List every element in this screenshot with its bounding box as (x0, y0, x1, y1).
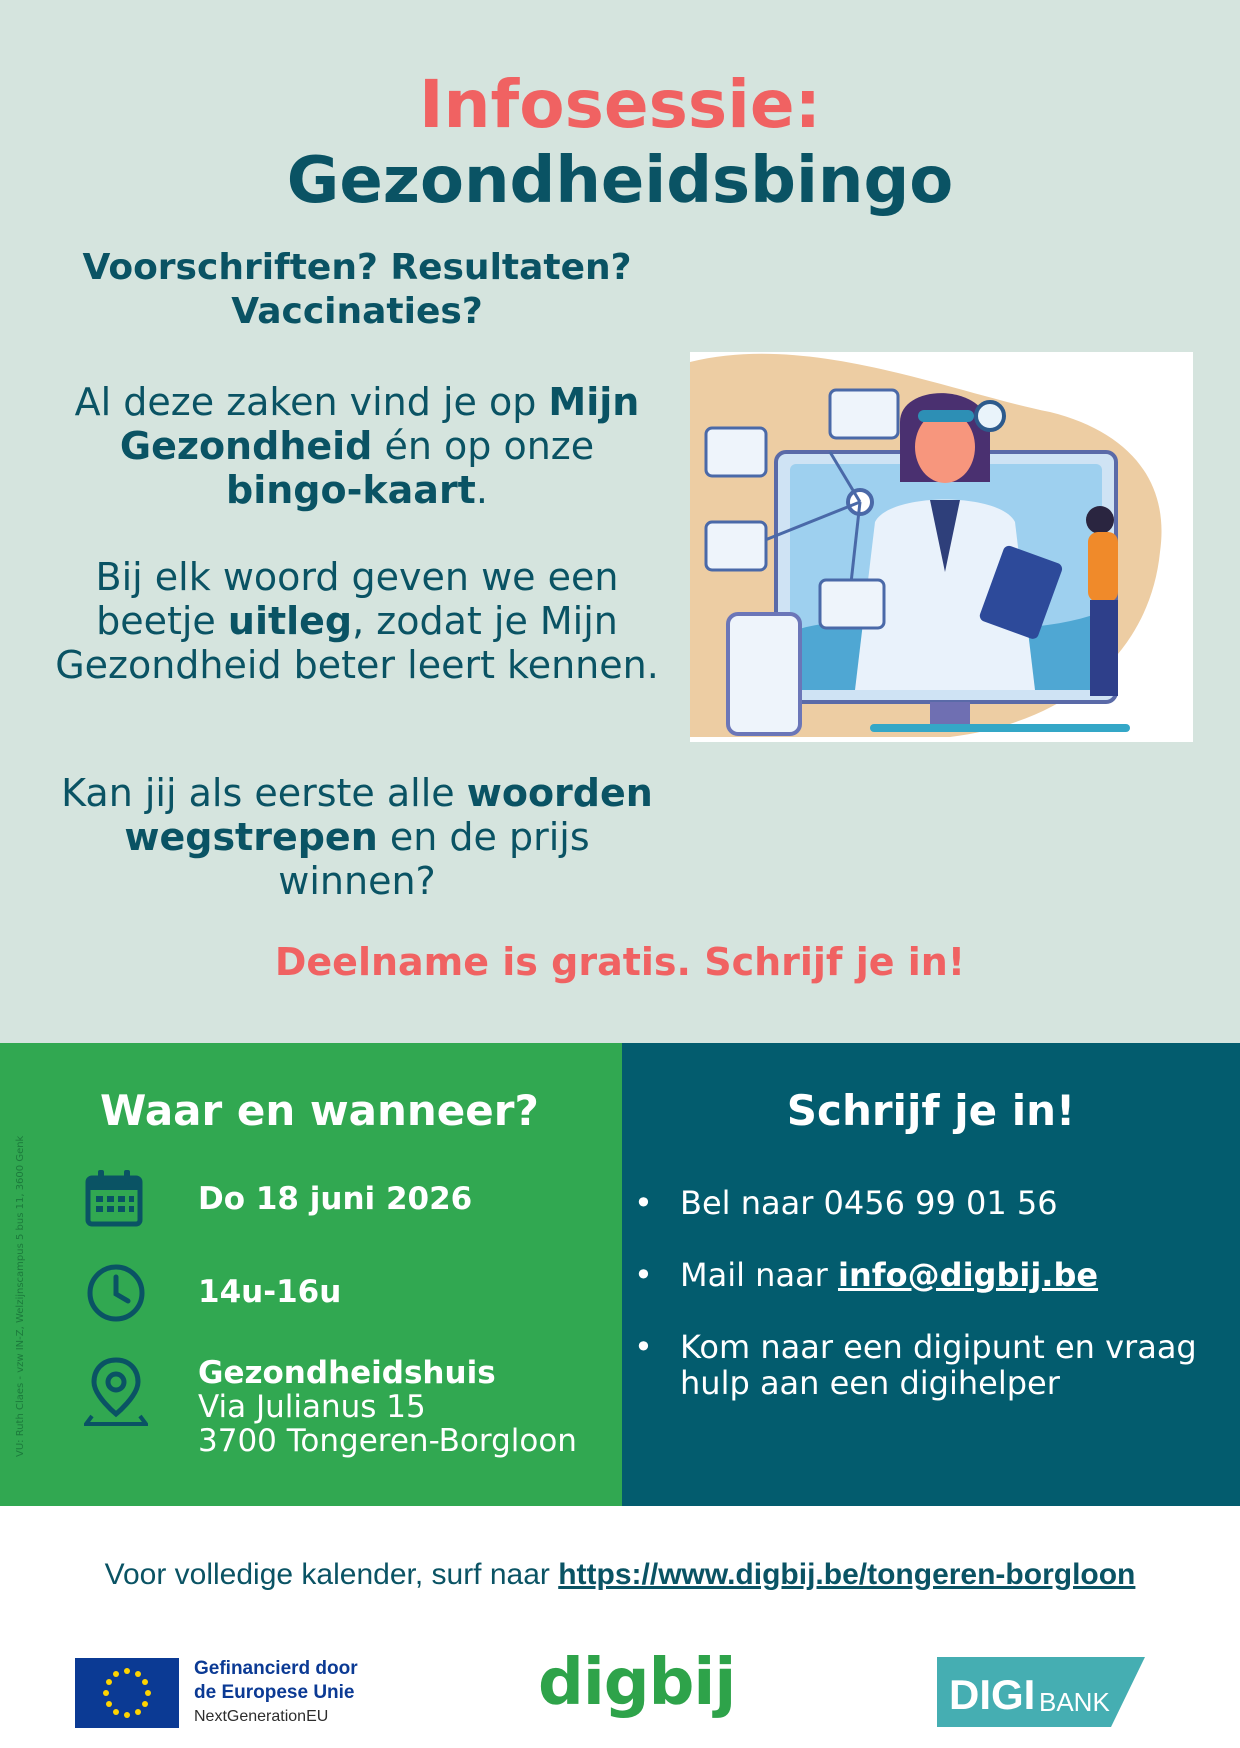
signup-call: • Bel naar 0456 99 01 56 (634, 1185, 1224, 1221)
p1-text-a: Al deze zaken vind je op (74, 380, 549, 424)
digbij-logo: digbij (538, 1646, 736, 1720)
digibanken-logo (937, 1657, 1146, 1727)
signup-mail (634, 1257, 1224, 1293)
eu-next-gen: NextGenerationEU (194, 1708, 329, 1725)
intro-paragraph-2 (52, 555, 662, 687)
calendar-icon (84, 1168, 148, 1238)
date-row (84, 1168, 604, 1238)
p1-bold-bingo-kaart: bingo-kaart (226, 468, 476, 512)
signup-visit: • Kom naar een digipunt en vraag hulp aan een digihelper (634, 1329, 1224, 1401)
mail-prefix: Mail naar (680, 1256, 838, 1294)
p3-text-c: en de prijs winnen? (278, 815, 590, 903)
venue-street: Via Julianus 15 (198, 1389, 426, 1425)
digibanken-logo-tip (1111, 1657, 1145, 1727)
eu-line1: Gefinancierd door (194, 1658, 358, 1679)
doctor-telehealth-illustration (690, 352, 1193, 742)
where-when-title: Waar en wanneer? (100, 1086, 539, 1135)
question-line1: Voorschriften? Resultaten? (82, 247, 632, 288)
p3-text-a: Kan jij als eerste alle (61, 771, 467, 815)
intro-paragraph-1 (52, 380, 662, 512)
p2-bold-uitleg: uitleg (227, 599, 353, 643)
p2-text-c: , zodat je Mijn Gezondheid beter leert kennen. (55, 599, 659, 687)
map-pin-icon (84, 1356, 148, 1426)
time-row (84, 1261, 604, 1331)
venue-name: Gezondheidshuis (198, 1355, 496, 1391)
title-line1: Infosessie: (419, 66, 821, 143)
question-line2: Vaccinaties? (231, 291, 483, 332)
signup-options (634, 1185, 1224, 1401)
signup-title: Schrijf je in! (786, 1086, 1076, 1135)
eu-line2: de Europese Unie (194, 1682, 355, 1703)
eu-flag-icon (75, 1658, 179, 1728)
mail-link[interactable]: info@digbij.be (838, 1256, 1099, 1294)
clock-icon (84, 1261, 148, 1331)
event-time: 14u-16u (198, 1274, 342, 1310)
title-line2: Gezondheidsbingo (286, 144, 954, 218)
calendar-prefix: Voor volledige kalender, surf naar (104, 1558, 559, 1591)
p1-text-c: én op onze (372, 424, 595, 468)
vu-notice: VU: Ruth Claes - vzw IN-Z, Welzijnscampus 5 bus 11, 3600 Genk (15, 1135, 26, 1457)
location-row (84, 1356, 604, 1466)
calendar-line (0, 1558, 1240, 1592)
signup-cta: Deelname is gratis. Schrijf je in! (274, 940, 966, 984)
eu-funding-text (194, 1657, 358, 1705)
event-date: Do 18 juni 2026 (198, 1181, 473, 1217)
intro-paragraph-3 (52, 771, 662, 903)
venue-city: 3700 Tongeren-Borgloon (198, 1423, 577, 1459)
p1-text-e: . (475, 468, 488, 512)
p2-text-a: Bij elk woord geven we een beetje (95, 555, 619, 643)
intro-questions (52, 246, 662, 334)
digibanken-digi: DIGI (949, 1671, 1036, 1718)
p3-bold-woorden: woorden wegstrepen (124, 771, 653, 859)
calendar-link[interactable]: https://www.digbij.be/tongeren-borgloon (558, 1558, 1136, 1591)
p1-bold-mijn-gezondheid: Mijn Gezondheid (119, 380, 640, 468)
digibanken-banken: BANKEN (1039, 1687, 1146, 1717)
